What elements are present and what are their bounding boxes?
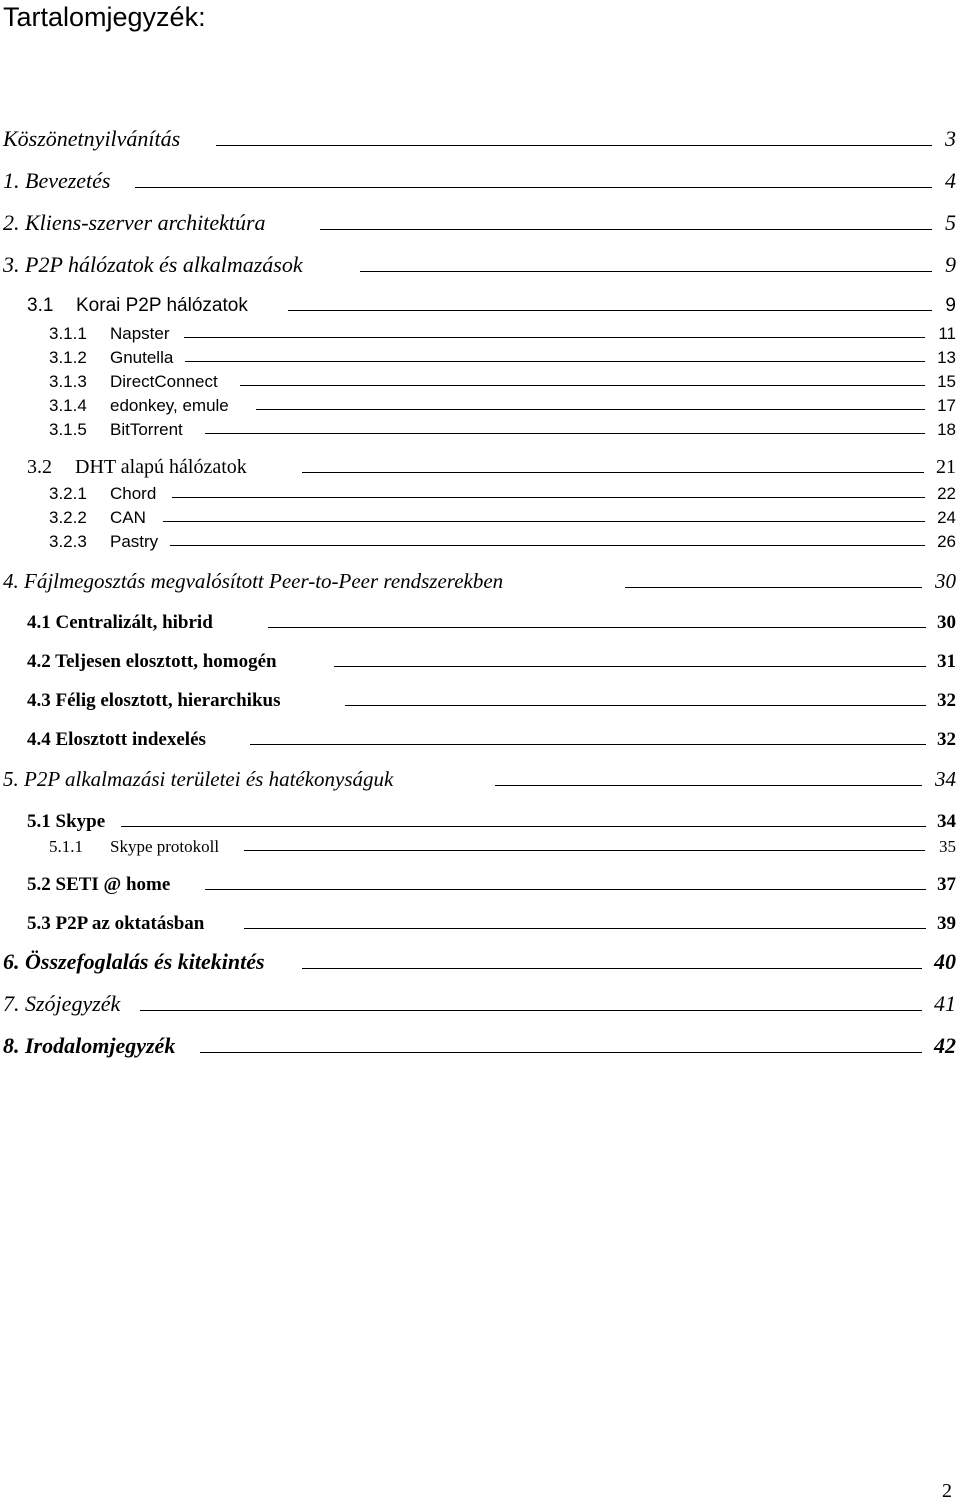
page-title: Tartalomjegyzék: <box>3 2 206 32</box>
toc-label: Korai P2P hálózatok <box>76 295 248 316</box>
toc-label: 4.4 Elosztott indexelés <box>27 729 206 750</box>
toc-page: 37 <box>937 874 956 895</box>
toc-label: Chord <box>110 484 157 503</box>
toc-entry-alkalmazasi[interactable] <box>0 764 960 790</box>
toc-page: 18 <box>937 420 956 439</box>
toc-leader-line <box>205 889 926 890</box>
toc-leader-line <box>205 433 925 434</box>
toc-number: 3.1.2 <box>49 348 87 367</box>
toc-page: 3 <box>945 126 956 151</box>
toc-page: 32 <box>937 729 956 750</box>
toc-leader-line <box>360 271 932 272</box>
toc-label: BitTorrent <box>110 420 183 439</box>
toc-label: 1. Bevezetés <box>3 168 111 193</box>
toc-page: 31 <box>937 651 956 672</box>
toc-leader-line <box>240 385 925 386</box>
toc-leader-line <box>495 785 922 786</box>
toc-entry-centralizalt[interactable] <box>0 606 960 632</box>
toc-page: 21 <box>936 456 956 478</box>
toc-number: 3.1.4 <box>49 396 87 415</box>
toc-leader-line <box>256 409 925 410</box>
toc-entry-osszefoglalas[interactable] <box>0 947 960 973</box>
toc-label: 4.2 Teljesen elosztott, homogén <box>27 651 277 672</box>
toc-label: 6. Összefoglalás és kitekintés <box>3 949 265 974</box>
toc-page: 22 <box>937 484 956 503</box>
toc-leader-line <box>302 472 924 473</box>
toc-entry-p2p[interactable] <box>0 250 960 276</box>
toc-entry-dht[interactable] <box>0 451 960 477</box>
toc-entry-indexeles[interactable] <box>0 723 960 749</box>
toc-label: CAN <box>110 508 146 527</box>
toc-entry-kliens[interactable] <box>0 208 960 234</box>
toc-entry-oktatas[interactable] <box>0 907 960 933</box>
toc-page: 39 <box>937 913 956 934</box>
toc-leader-line <box>250 744 926 745</box>
toc-entry-seti[interactable] <box>0 868 960 894</box>
toc-page: 34 <box>935 767 956 791</box>
toc-number: 3.2.3 <box>49 532 87 551</box>
toc-leader-line <box>244 928 926 929</box>
toc-number: 3.1.1 <box>49 324 87 343</box>
toc-label: 4. Fájlmegosztás megvalósított Peer-to-Peer rendszerekben <box>3 569 504 593</box>
toc-number: 3.2 <box>27 456 52 478</box>
toc-leader-line <box>121 826 926 827</box>
toc-label: 5.3 P2P az oktatásban <box>27 913 205 934</box>
toc-label: 4.1 Centralizált, hibrid <box>27 612 213 633</box>
page-number: 2 <box>942 1480 952 1502</box>
toc-entry-chord[interactable] <box>0 476 960 502</box>
toc-leader-line <box>135 187 932 188</box>
toc-entry-fajlmegosztas[interactable] <box>0 566 960 592</box>
toc-entry-directconnect[interactable] <box>0 364 960 390</box>
toc-label: Köszönetnyilvánítás <box>3 126 181 151</box>
toc-number: 3.1.5 <box>49 420 87 439</box>
toc-entry-koszonet[interactable] <box>0 124 960 150</box>
toc-leader-line <box>200 1052 922 1053</box>
toc-page: 40 <box>934 949 956 974</box>
toc-page: 30 <box>937 612 956 633</box>
toc-label: 8. Irodalomjegyzék <box>3 1033 176 1058</box>
toc-entry-skype-protokoll[interactable] <box>0 829 960 855</box>
toc-label: 5.2 SETI @ home <box>27 874 171 895</box>
toc-entry-szojegyzek[interactable] <box>0 989 960 1015</box>
toc-page: 9 <box>945 252 956 277</box>
toc-label: 5.1 Skype <box>27 811 106 832</box>
toc-leader-line <box>216 145 932 146</box>
toc-page: 13 <box>937 348 956 367</box>
toc-page: 32 <box>937 690 956 711</box>
toc-entry-korai[interactable] <box>0 289 960 315</box>
toc-label: DHT alapú hálózatok <box>75 456 247 478</box>
toc-leader-line <box>288 310 932 311</box>
toc-number: 3.2.1 <box>49 484 87 503</box>
toc-label: 2. Kliens-szerver architektúra <box>3 210 266 235</box>
toc-page: 41 <box>934 991 956 1016</box>
toc-leader-line <box>163 521 925 522</box>
toc-leader-line <box>140 1010 922 1011</box>
toc-page: 42 <box>934 1033 956 1058</box>
toc-entry-bevezetes[interactable] <box>0 166 960 192</box>
toc-page: 9 <box>945 295 956 316</box>
toc-leader-line <box>268 627 926 628</box>
toc-entry-napster[interactable] <box>0 316 960 342</box>
toc-entry-bittorrent[interactable] <box>0 412 960 438</box>
toc-entry-pastry[interactable] <box>0 524 960 550</box>
toc-label: Gnutella <box>110 348 174 367</box>
toc-page: 26 <box>937 532 956 551</box>
toc-label: 4.3 Félig elosztott, hierarchikus <box>27 690 281 711</box>
toc-number: 3.1.3 <box>49 372 87 391</box>
toc-leader-line <box>625 587 922 588</box>
toc-page: 30 <box>935 569 956 593</box>
toc-page: 4 <box>945 168 956 193</box>
toc-leader-line <box>302 968 922 969</box>
toc-label: Skype protokoll <box>110 837 220 856</box>
toc-page: 5 <box>945 210 956 235</box>
toc-entry-irodalomjegyzek[interactable] <box>0 1031 960 1057</box>
toc-label: 7. Szójegyzék <box>3 991 121 1016</box>
toc-number: 3.1 <box>27 295 54 316</box>
toc-label: 3. P2P hálózatok és alkalmazások <box>3 252 303 277</box>
toc-page: 24 <box>937 508 956 527</box>
toc-page: 15 <box>937 372 956 391</box>
toc-entry-can[interactable] <box>0 500 960 526</box>
toc-label: edonkey, emule <box>110 396 229 415</box>
toc-leader-line <box>172 497 925 498</box>
toc-entry-teljesen[interactable] <box>0 645 960 671</box>
toc-leader-line <box>345 705 926 706</box>
toc-page: 34 <box>937 811 956 832</box>
toc-leader-line <box>320 229 932 230</box>
toc-label: Napster <box>110 324 170 343</box>
toc-page: 11 <box>938 324 956 343</box>
toc-leader-line <box>185 361 925 362</box>
toc-entry-gnutella[interactable] <box>0 340 960 366</box>
toc-label: DirectConnect <box>110 372 218 391</box>
toc-leader-line <box>170 545 925 546</box>
toc-page: 17 <box>937 396 956 415</box>
toc-number: 5.1.1 <box>49 837 83 856</box>
toc-leader-line <box>244 850 925 851</box>
toc-entry-edonkey[interactable] <box>0 388 960 414</box>
toc-leader-line <box>334 666 926 667</box>
toc-label: Pastry <box>110 532 159 551</box>
toc-leader-line <box>184 337 925 338</box>
toc-entry-felig[interactable] <box>0 684 960 710</box>
toc-number: 3.2.2 <box>49 508 87 527</box>
toc-page: 35 <box>939 837 956 856</box>
toc-label: 5. P2P alkalmazási területei és hatékonyságuk <box>3 767 394 791</box>
toc-entry-skype[interactable] <box>0 805 960 831</box>
